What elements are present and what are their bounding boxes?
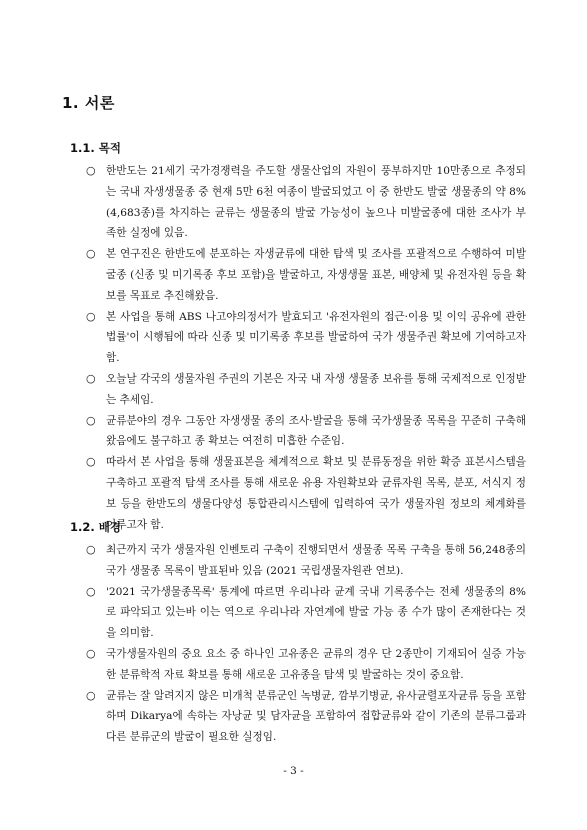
list-item (86, 411, 526, 453)
section-title-background: 1.2. 배경 (70, 520, 121, 534)
chapter-heading: 1. 서론 (62, 94, 115, 112)
list-item-text: 균류분야의 경우 그동안 자생생물 종의 조사·발굴을 통해 국가생물종 목록을 꾸준히 구축해왔음에도 불구하고 종 확보는 여전히 미흡한 수준임. (106, 414, 526, 448)
background-list (86, 540, 526, 748)
list-item (86, 161, 526, 244)
purpose-list (86, 161, 526, 535)
list-item-text: 균류는 잘 알려지지 않은 미개척 분류군인 녹병균, 깜부기병균, 유사균렬포자균류 등을 포함하며 Dikarya에 속하는 자낭균 및 담자균을 포함하여 접합균류와 같이 기존의 분류그룹과 다른 분류군의 발굴이 필요한 실정임. (106, 689, 526, 744)
bullet-circle-icon: ○ (86, 455, 96, 469)
list-item (86, 369, 526, 411)
list-item-text: 따라서 본 사업을 통해 생물표본을 체계적으로 확보 및 분류동정을 위한 확증 표본시스템을 구축하고 포괄적 탐색 조사를 통해 새로운 유용 자원확보와 균류자원 목록, 분포, 서식지 정보 등을 한반도의 생물다양성 통합관리시스템에 입력하여 국가 생물자원 정보의 체계화를 이루고자 함. (106, 456, 526, 531)
list-item-text: 최근까지 국가 생물자원 인벤토리 구축이 진행되면서 생물종 목록 구축을 통해 56,248종의 국가 생물종 목록이 발표된바 있음 (2021 국립생물자원관 연보). (106, 544, 526, 577)
list-item-text: 한반도는 21세기 국가경쟁력을 주도할 생물산업의 자원이 풍부하지만 10만종으로 추정되는 국내 자생생물종 중 현재 5만 6천 여종이 발굴되었고 이 중 한반도 발굴 생물종의 약 8% (4,683종)를 차지하는 균류는 생물종의 발굴 가능성이 높으나 미발굴종에 대한 조사가 부족한 실정에 있음. (106, 165, 526, 240)
bullet-circle-icon: ○ (86, 543, 96, 556)
page-number: - 3 - (283, 765, 304, 777)
bullet-circle-icon: ○ (86, 584, 96, 598)
bullet-circle-icon: ○ (86, 247, 96, 261)
list-item (86, 307, 526, 369)
list-item-text: 오늘날 각국의 생물자원 주권의 기본은 자국 내 자생 생물종 보유를 통해 국제적으로 인정받는 추세임. (106, 372, 526, 406)
list-item-text: 국가생물자원의 중요 요소 중 하나인 고유종은 균류의 경우 단 2종만이 기재되어 실증 가능한 분류학적 자료 확보를 통해 새로운 고유종을 탐색 및 발굴하는 것이 중요함. (106, 647, 526, 681)
bullet-circle-icon: ○ (86, 164, 96, 177)
list-item-text: '2021 국가생물종목록' 통계에 따르면 우리나라 균계 국내 기록종수는 전체 생물종의 8%로 파악되고 있는바 이는 역으로 우리나라 자연계에 발굴 가능 종 수가 많이 존재한다는 것을 의미함. (106, 585, 526, 640)
list-item (86, 540, 526, 582)
list-item (86, 244, 526, 306)
bullet-circle-icon: ○ (86, 413, 96, 427)
list-item (86, 582, 526, 644)
section-title-purpose: 1.1. 목적 (70, 141, 121, 155)
bullet-circle-icon: ○ (86, 646, 96, 660)
list-item (86, 644, 526, 686)
list-item (86, 686, 526, 748)
bullet-circle-icon: ○ (86, 309, 96, 323)
bullet-circle-icon: ○ (86, 688, 96, 702)
list-item (86, 452, 526, 535)
list-item-text: 본 사업을 통해 ABS 나고야의정서가 발효되고 '유전자원의 접근·이용 및 이익 공유에 관한 법률'이 시행됨에 따라 신종 및 미기록종 후보를 발굴하여 국가 생물주권 확보에 기여하고자 함. (106, 310, 526, 365)
bullet-circle-icon: ○ (86, 371, 96, 385)
list-item-text: 본 연구진은 한반도에 분포하는 자생균류에 대한 탐색 및 조사를 포괄적으로 수행하여 미발굴종 (신종 및 미기록종 후보 포함)을 발굴하고, 자생생물 표본, 배양체 및 유전자원 등을 확보를 목표로 추진해왔음. (106, 248, 526, 302)
